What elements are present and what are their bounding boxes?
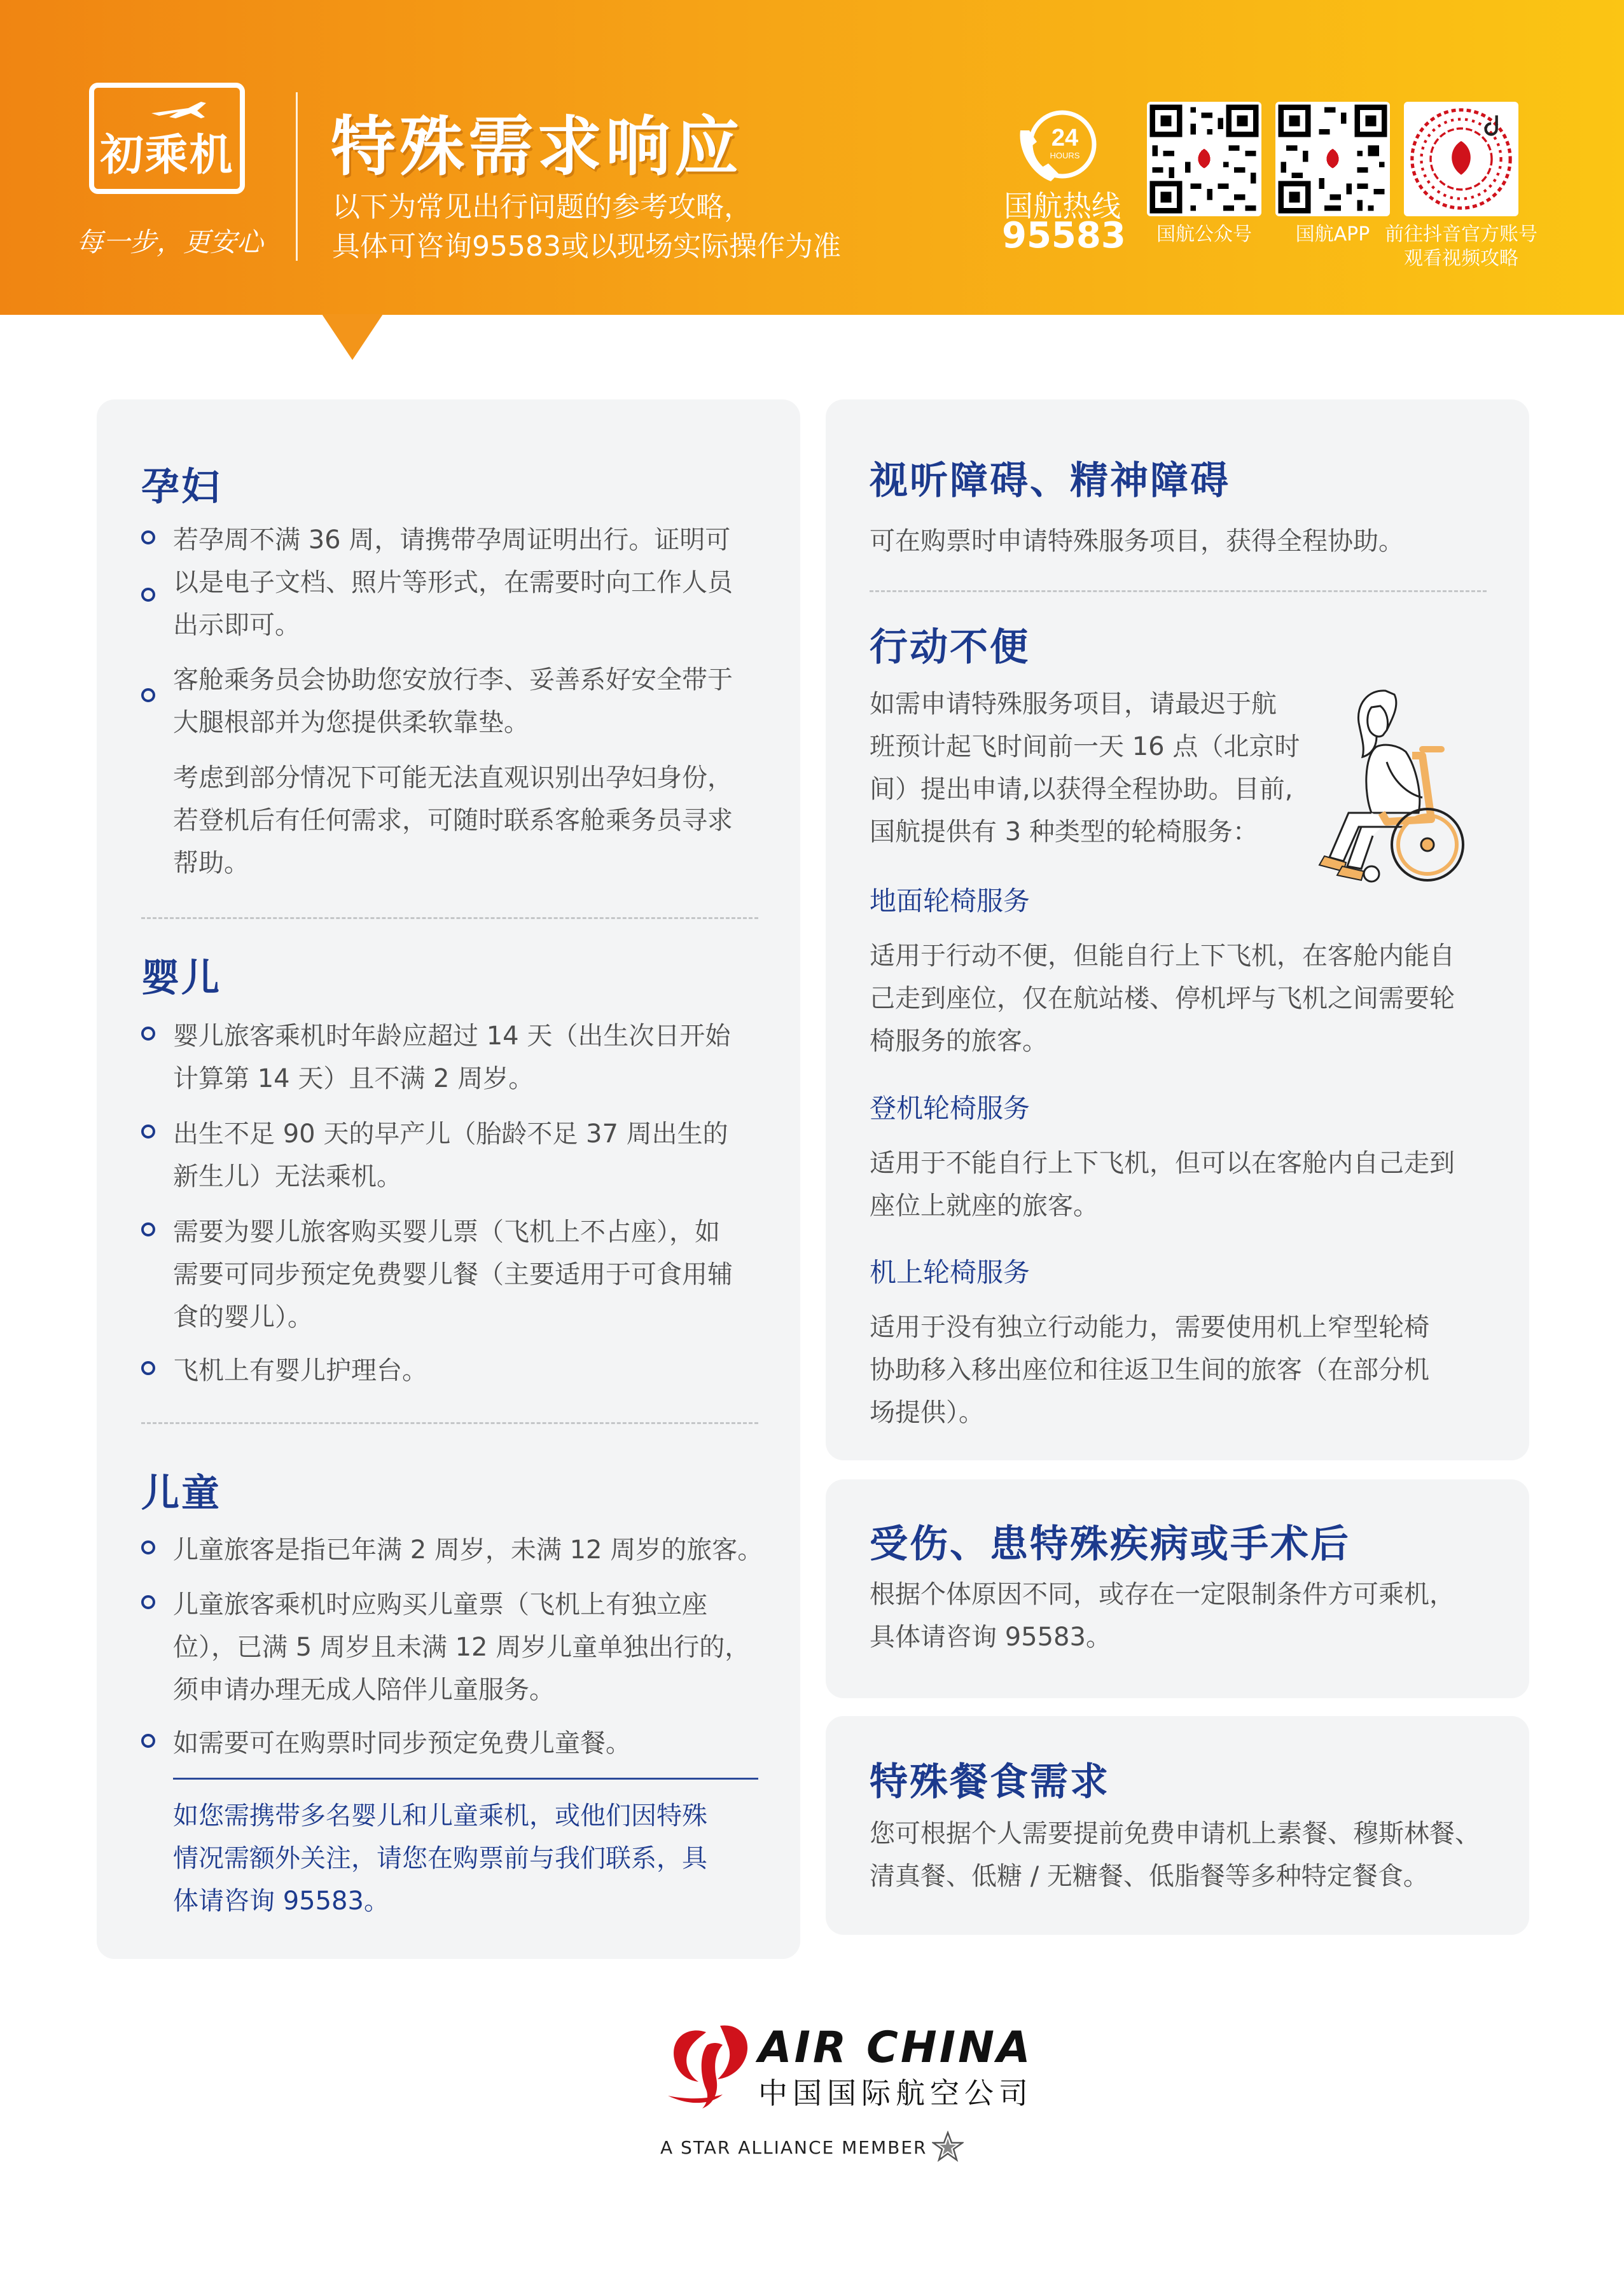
text-line: 椅服务的旅客。 bbox=[870, 1027, 1048, 1056]
text-line: 帮助。 bbox=[173, 848, 249, 878]
wechat-qr-code[interactable] bbox=[1147, 102, 1261, 216]
bullet-icon bbox=[141, 1361, 155, 1375]
douyin-qr-code[interactable] bbox=[1404, 102, 1518, 216]
qr-label-line: 观看视频攻略 bbox=[1404, 247, 1518, 270]
section-divider bbox=[141, 917, 758, 919]
text-line: 座位上就座的旅客。 bbox=[870, 1191, 1099, 1221]
text-line: 儿童旅客是指已年满 2 周岁，未满 12 周岁的旅客。 bbox=[173, 1535, 763, 1565]
text-line: 出示即可。 bbox=[173, 611, 300, 640]
bullet-icon bbox=[141, 1734, 155, 1748]
chuchengji-logo bbox=[89, 83, 245, 194]
text-line: 新生儿）无法乘机。 bbox=[173, 1162, 402, 1191]
bullet-icon bbox=[141, 530, 155, 544]
text-line: 婴儿旅客乘机时年龄应超过 14 天（出生次日开始 bbox=[173, 1021, 731, 1051]
text-line: 客舱乘务员会协助您安放行李、妥善系好安全带于 bbox=[173, 665, 733, 695]
text-line: 体请咨询 95583。 bbox=[173, 1886, 389, 1916]
text-line: 儿童旅客乘机时应购买儿童票（飞机上有独立座 bbox=[173, 1590, 707, 1619]
text-line: 若孕周不满 36 周，请携带孕周证明出行。证明可 bbox=[173, 525, 731, 555]
wheelchair-user-illustration bbox=[1310, 686, 1492, 886]
qr-code-icon bbox=[1275, 102, 1390, 216]
section-title-pregnant: 孕妇 bbox=[141, 465, 221, 509]
text-line: 需要可同步预定免费婴儿餐（主要适用于可食用辅 bbox=[173, 1260, 733, 1289]
child-bullet-3 bbox=[173, 1722, 631, 1765]
qr-label: 国航APP bbox=[1295, 223, 1370, 246]
section-title-child: 儿童 bbox=[141, 1471, 221, 1516]
bullet-icon bbox=[141, 588, 155, 602]
text-line: 场提供）。 bbox=[870, 1398, 984, 1427]
page-subtitle bbox=[332, 188, 841, 266]
subtitle-line: 以下为常见出行问题的参考攻略， bbox=[332, 191, 752, 223]
infant-bullet-3 bbox=[173, 1211, 733, 1339]
text-line: 国航提供有 3 种类型的轮椅服务： bbox=[870, 817, 1258, 847]
section-divider bbox=[141, 1422, 758, 1424]
section-title-mobility: 行动不便 bbox=[870, 625, 1030, 670]
service-text-ground bbox=[870, 935, 1455, 1063]
hotline-badge: 24 bbox=[1051, 125, 1079, 151]
qr-label-line: 前往抖音官方账号 bbox=[1385, 223, 1537, 246]
hotline-number[interactable]: 95583 bbox=[1002, 215, 1126, 256]
infant-bullet-1 bbox=[173, 1015, 730, 1100]
text-line: 计算第 14 天）且不满 2 周岁。 bbox=[173, 1064, 534, 1093]
service-title-boarding: 登机轮椅服务 bbox=[870, 1093, 1031, 1124]
phone-24-hours-icon bbox=[1011, 105, 1107, 194]
text-line: 适用于不能自行上下飞机，但可以在客舱内自己走到 bbox=[870, 1149, 1455, 1178]
text-line: 须申请办理无成人陪伴儿童服务。 bbox=[173, 1675, 555, 1705]
brand-name-cn: 中国国际航空公司 bbox=[758, 2076, 1033, 2110]
text-line: 可在购票时申请特殊服务项目，获得全程协助。 bbox=[870, 527, 1404, 556]
bullet-icon bbox=[141, 1027, 155, 1041]
section-title-visual-mental: 视听障碍、精神障碍 bbox=[870, 459, 1230, 503]
text-line: 具体请咨询 95583。 bbox=[870, 1623, 1111, 1652]
text-line: 适用于行动不便，但能自行上下飞机，在客舱内能自 bbox=[870, 941, 1455, 971]
star-alliance-text: A STAR ALLIANCE MEMBER bbox=[660, 2137, 927, 2158]
service-text-boarding bbox=[870, 1142, 1455, 1228]
header-notch bbox=[322, 314, 383, 360]
text-line: 考虑到部分情况下可能无法直观识别出孕妇身份， bbox=[173, 763, 733, 792]
text-line: 需要为婴儿旅客购买婴儿票（飞机上不占座），如 bbox=[173, 1217, 720, 1247]
pregnant-bullet-2 bbox=[173, 659, 733, 744]
infant-bullet-2 bbox=[173, 1113, 728, 1198]
app-qr-code[interactable] bbox=[1275, 102, 1390, 216]
child-bullet-1 bbox=[173, 1529, 763, 1572]
text-line: 如需申请特殊服务项目，请最迟于航 bbox=[870, 689, 1277, 719]
brand-name-en: AIR CHINA bbox=[758, 2023, 1033, 2073]
text-line: 适用于没有独立行动能力，需要使用机上窄型轮椅 bbox=[870, 1313, 1429, 1342]
text-line: 位），已满 5 周岁且未满 12 周岁儿童单独出行的， bbox=[173, 1633, 751, 1662]
subtitle-line: 具体可咨询95583或以现场实际操作为准 bbox=[332, 230, 841, 263]
text-line: 协助移入移出座位和往返卫生间的旅客（在部分机 bbox=[870, 1355, 1429, 1385]
mobility-intro bbox=[870, 683, 1300, 854]
section-divider bbox=[870, 590, 1487, 592]
text-line: 您可根据个人需要提前免费申请机上素餐、穆斯林餐、 bbox=[870, 1819, 1480, 1848]
air-china-phoenix-logo bbox=[662, 2019, 757, 2112]
text-line: 清真餐、低糖 / 无糖餐、低脂餐等多种特定餐食。 bbox=[870, 1862, 1429, 1891]
service-text-onboard bbox=[870, 1306, 1429, 1434]
service-title-ground: 地面轮椅服务 bbox=[870, 885, 1031, 917]
douyin-code-icon bbox=[1404, 102, 1518, 216]
pregnant-bullet-1 bbox=[173, 519, 733, 647]
qr-label: 国航公众号 bbox=[1156, 223, 1252, 246]
section-title-injury: 受伤、患特殊疾病或手术后 bbox=[870, 1522, 1350, 1567]
text-line: 己走到座位，仅在航站楼、停机坪与飞机之间需要轮 bbox=[870, 984, 1455, 1013]
logo-text: 初乘机 bbox=[100, 130, 234, 181]
star-alliance-icon bbox=[932, 2131, 964, 2163]
text-line: 间）提出申请,以获得全程协助。目前, bbox=[870, 775, 1293, 804]
text-line: 大腿根部并为您提供柔软靠垫。 bbox=[173, 708, 529, 737]
bullet-icon bbox=[141, 688, 155, 702]
note-divider bbox=[173, 1778, 758, 1780]
qr-code-icon bbox=[1147, 102, 1261, 216]
service-title-onboard: 机上轮椅服务 bbox=[870, 1257, 1031, 1288]
page-title: 特殊需求响应 bbox=[331, 109, 743, 185]
text-line: 食的婴儿）。 bbox=[173, 1303, 313, 1332]
child-bullet-2 bbox=[173, 1584, 750, 1712]
hotline-badge-sub: HOURS bbox=[1050, 151, 1080, 160]
meals-text bbox=[870, 1813, 1480, 1898]
text-line: 如您需携带多名婴儿和儿童乘机，或他们因特殊 bbox=[173, 1801, 707, 1831]
bullet-icon bbox=[141, 1125, 155, 1138]
text-line: 出生不足 90 天的早产儿（胎龄不足 37 周出生的 bbox=[173, 1119, 728, 1149]
text-line: 班预计起飞时间前一天 16 点（北京时 bbox=[870, 732, 1300, 761]
text-line: 根据个体原因不同，或存在一定限制条件方可乘机， bbox=[870, 1580, 1455, 1609]
child-contact-note bbox=[173, 1795, 707, 1923]
logo-slogan: 每一步，更安心 bbox=[76, 226, 264, 258]
visual-mental-text bbox=[870, 520, 1404, 563]
text-line: 飞机上有婴儿护理台。 bbox=[173, 1356, 427, 1385]
text-line: 如需要可在购票时同步预定免费儿童餐。 bbox=[173, 1729, 631, 1758]
qr-label bbox=[1378, 223, 1544, 271]
text-line: 若登机后有任何需求，可随时联系客舱乘务员寻求 bbox=[173, 806, 733, 835]
header-banner bbox=[0, 0, 1624, 315]
bullet-icon bbox=[141, 1540, 155, 1554]
text-line: 情况需额外关注，请您在购票前与我们联系，具 bbox=[173, 1844, 707, 1873]
section-title-infant: 婴儿 bbox=[141, 956, 221, 1000]
section-title-meals: 特殊餐食需求 bbox=[870, 1760, 1110, 1804]
text-line: 以是电子文档、照片等形式，在需要时向工作人员 bbox=[173, 568, 733, 597]
bullet-icon bbox=[141, 1222, 155, 1236]
infant-bullet-4 bbox=[173, 1350, 427, 1392]
pregnant-note bbox=[173, 757, 733, 885]
injury-text bbox=[870, 1574, 1455, 1659]
airplane-icon bbox=[150, 99, 207, 122]
bullet-icon bbox=[141, 1595, 155, 1609]
header-divider bbox=[296, 92, 298, 261]
hotline-label: 国航热线 bbox=[1004, 189, 1121, 223]
